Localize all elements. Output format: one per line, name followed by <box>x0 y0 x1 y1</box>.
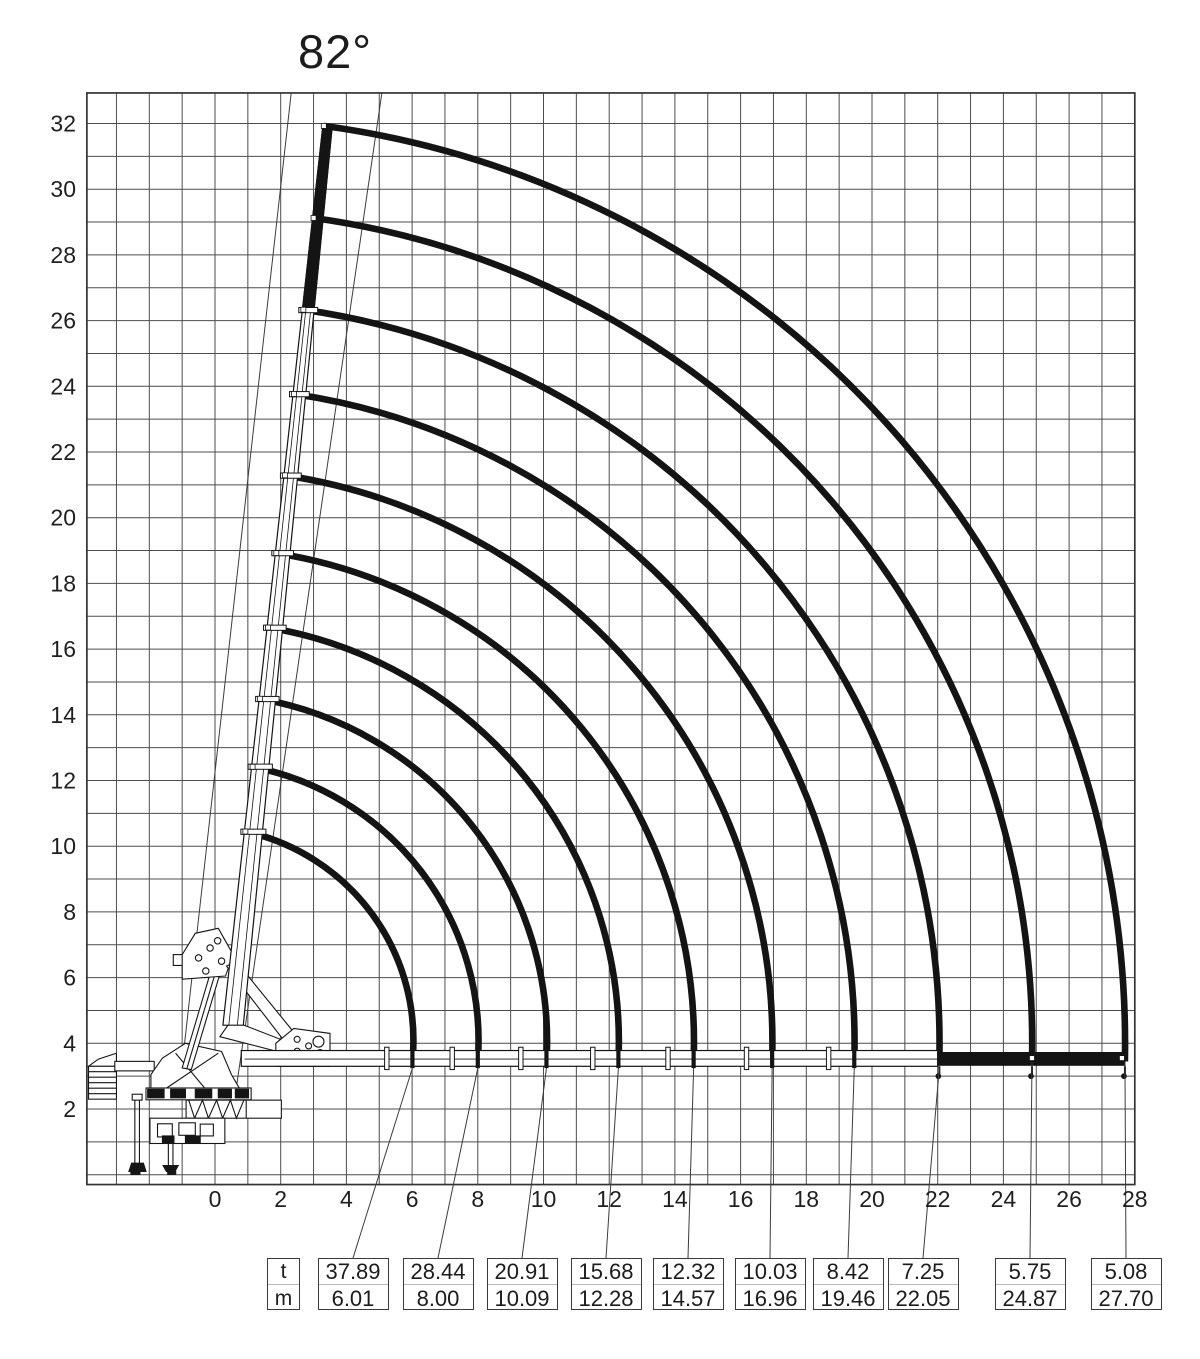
capacity-cell: 28.44 <box>404 1259 473 1285</box>
y-tick-label: 20 <box>50 504 76 531</box>
outreach-cell: 12.28 <box>578 1286 634 1311</box>
horizontal-boom <box>241 1047 1126 1078</box>
outreach-cell: 10.09 <box>494 1286 550 1311</box>
x-tick-label: 18 <box>793 1186 820 1212</box>
reach-arc <box>324 126 1125 1062</box>
outreach-cell: 22.05 <box>895 1286 951 1311</box>
capacity-cell: 12.32 <box>654 1259 723 1285</box>
outreach-cell: 19.46 <box>820 1286 876 1311</box>
reach-arc <box>245 832 413 1062</box>
y-tick-label: 6 <box>63 964 76 991</box>
load-point-box <box>653 1258 724 1310</box>
capacity-cell: 10.03 <box>736 1259 805 1285</box>
y-tick-label: 16 <box>50 636 76 663</box>
outreach-cell: 24.87 <box>1002 1286 1058 1311</box>
x-tick-label: 24 <box>990 1186 1017 1212</box>
y-tick-label: 22 <box>50 439 76 465</box>
y-tick-label: 28 <box>50 241 76 268</box>
capacity-cell: 5.08 <box>1092 1259 1161 1285</box>
outreach-cell: 27.70 <box>1098 1286 1154 1311</box>
outreach-cell: 6.01 <box>331 1286 375 1311</box>
load-point-box <box>995 1258 1066 1310</box>
x-tick-label: 10 <box>530 1186 557 1212</box>
reach-arc <box>268 628 619 1062</box>
load-point-box <box>487 1258 558 1310</box>
unit-label-box <box>267 1258 300 1310</box>
y-tick-label: 30 <box>50 176 76 203</box>
reach-arcs <box>245 126 1125 1062</box>
reach-arc <box>276 553 694 1061</box>
load-point-box <box>403 1258 474 1310</box>
outreach-cell: 8.00 <box>416 1286 460 1311</box>
y-tick-label: 8 <box>63 898 76 925</box>
load-point-box <box>813 1258 884 1310</box>
unit-label-t: t <box>268 1259 299 1285</box>
reach-arc <box>303 310 939 1062</box>
capacity-cell: 37.89 <box>319 1259 388 1285</box>
x-tick-label: 12 <box>596 1186 622 1212</box>
y-axis-labels <box>50 111 76 1123</box>
x-tick-label: 6 <box>405 1186 419 1212</box>
load-point-box <box>888 1258 959 1310</box>
outreach-cell: 14.57 <box>660 1286 716 1311</box>
y-tick-label: 14 <box>50 701 76 728</box>
y-tick-label: 12 <box>50 767 76 794</box>
x-tick-label: 26 <box>1056 1186 1082 1212</box>
x-tick-label: 22 <box>924 1186 951 1212</box>
capacity-cell: 15.68 <box>572 1259 641 1285</box>
x-tick-label: 14 <box>662 1186 688 1212</box>
y-tick-label: 2 <box>63 1096 76 1122</box>
y-tick-label: 10 <box>50 833 76 860</box>
capacity-cell: 8.42 <box>814 1259 883 1285</box>
x-tick-label: 8 <box>471 1186 485 1212</box>
outreach-cell: 16.96 <box>742 1286 798 1311</box>
load-point-box <box>1091 1258 1162 1310</box>
y-tick-label: 24 <box>50 373 76 400</box>
load-point-box <box>571 1258 642 1310</box>
y-tick-label: 4 <box>63 1030 76 1057</box>
capacity-cell: 20.91 <box>488 1259 557 1285</box>
vertical-boom <box>223 125 333 1025</box>
load-point-box <box>735 1258 806 1310</box>
y-tick-label: 18 <box>50 570 76 597</box>
capacity-cell: 7.25 <box>889 1259 958 1285</box>
reach-arc <box>285 475 772 1061</box>
x-tick-label: 16 <box>727 1186 754 1212</box>
load-point-box <box>318 1258 389 1310</box>
boom-angle-label: 82° <box>298 25 373 78</box>
reach-arc <box>314 218 1033 1061</box>
leader-lines <box>353 1062 1126 1258</box>
x-tick-label: 4 <box>340 1186 353 1212</box>
x-tick-label: 28 <box>1122 1186 1148 1212</box>
unit-label-m: m <box>274 1287 293 1310</box>
x-tick-label: 0 <box>208 1186 222 1212</box>
x-axis-labels <box>209 1186 1148 1212</box>
y-tick-label: 32 <box>50 110 76 137</box>
capacity-cell: 5.75 <box>996 1259 1065 1285</box>
x-tick-label: 20 <box>859 1186 885 1212</box>
x-tick-label: 2 <box>274 1186 288 1212</box>
y-tick-label: 26 <box>50 307 76 334</box>
